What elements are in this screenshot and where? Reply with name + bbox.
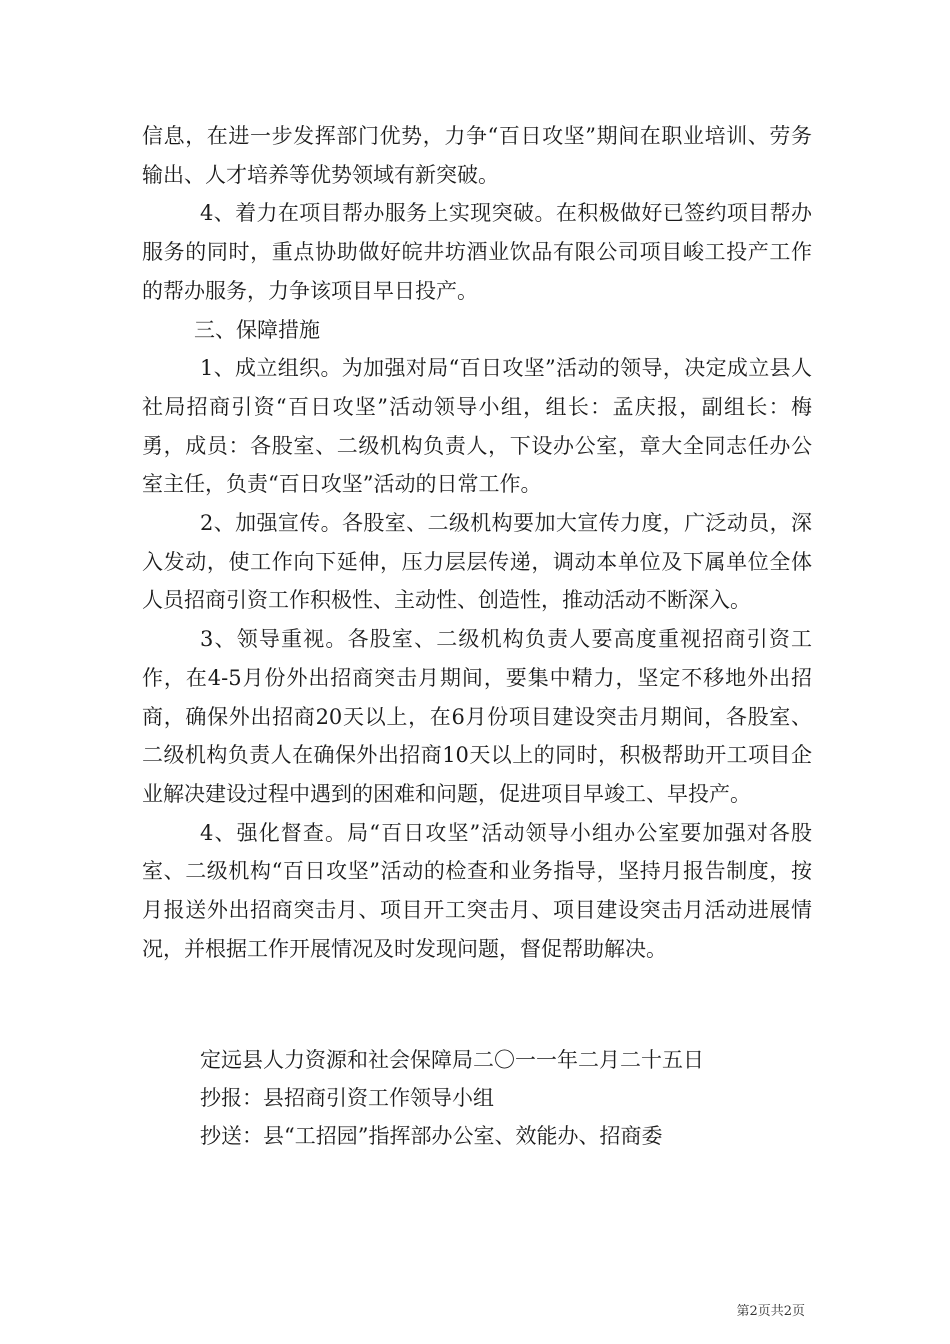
document-body <box>142 117 812 968</box>
cc-report-line: 抄报：县招商引资工作领导小组 <box>200 1086 494 1110</box>
section-heading-safeguards: 三、保障措施 <box>194 317 320 342</box>
cc-send-line: 抄送：县“工招园”指挥部办公室、效能办、招商委 <box>200 1124 663 1148</box>
signature-line: 定远县人力资源和社会保障局二〇一一年二月二十五日 <box>200 1048 704 1072</box>
paragraph-strengthen-supervision: 4、强化督查。局“百日攻坚”活动领导小组办公室要加强对各股室、二级机构“百日攻坚”活动的检查和业务指导，坚持月报告制度，按月报送外出招商突击月、项目开工突击月、项目建设突击月活动进展情况，并根据工作开展情况及时发现问题，督促帮助解决。 <box>142 820 812 961</box>
paragraph-strengthen-publicity: 2、加强宣传。各股室、二级机构要加大宣传力度，广泛动员，深入发动，使工作向下延伸，压力层层传递，调动本单位及下属单位全体人员招商引资工作积极性、主动性、创造性，推动活动不断深入。 <box>142 511 812 613</box>
page-number: 第2页共2页 <box>736 1304 805 1319</box>
paragraph-project-service: 4、着力在项目帮办服务上实现突破。在积极做好已签约项目帮办服务的同时，重点协助做好皖井坊酒业饮品有限公司项目峻工投产工作的帮办服务，力争该项目早日投产。 <box>142 201 812 303</box>
paragraph-establish-organization: 1、成立组织。为加强对局“百日攻坚”活动的领导，决定成立县人社局招商引资“百日攻坚”活动领导小组，组长：孟庆报，副组长：梅勇，成员：各股室、二级机构负责人，下设办公室，章大全同志任办公室主任，负责“百日攻坚”活动的日常工作。 <box>142 356 812 497</box>
paragraph-continuation: 信息，在进一步发挥部门优势，力争“百日攻坚”期间在职业培训、劳务输出、人才培养等优势领域有新突破。 <box>142 124 812 187</box>
paragraph-leadership-attention: 3、领导重视。各股室、二级机构负责人要高度重视招商引资工作，在4-5月份外出招商突击月期间，要集中精力，坚定不移地外出招商，确保外出招商20天以上，在6月份项目建设突击月期间，各股室、二级机构负责人在确保外出招商10天以上的同时，积极帮助开工项目企业解决建设过程中遇到的困难和问题，促进项目早竣工、早投产。 <box>142 627 812 806</box>
